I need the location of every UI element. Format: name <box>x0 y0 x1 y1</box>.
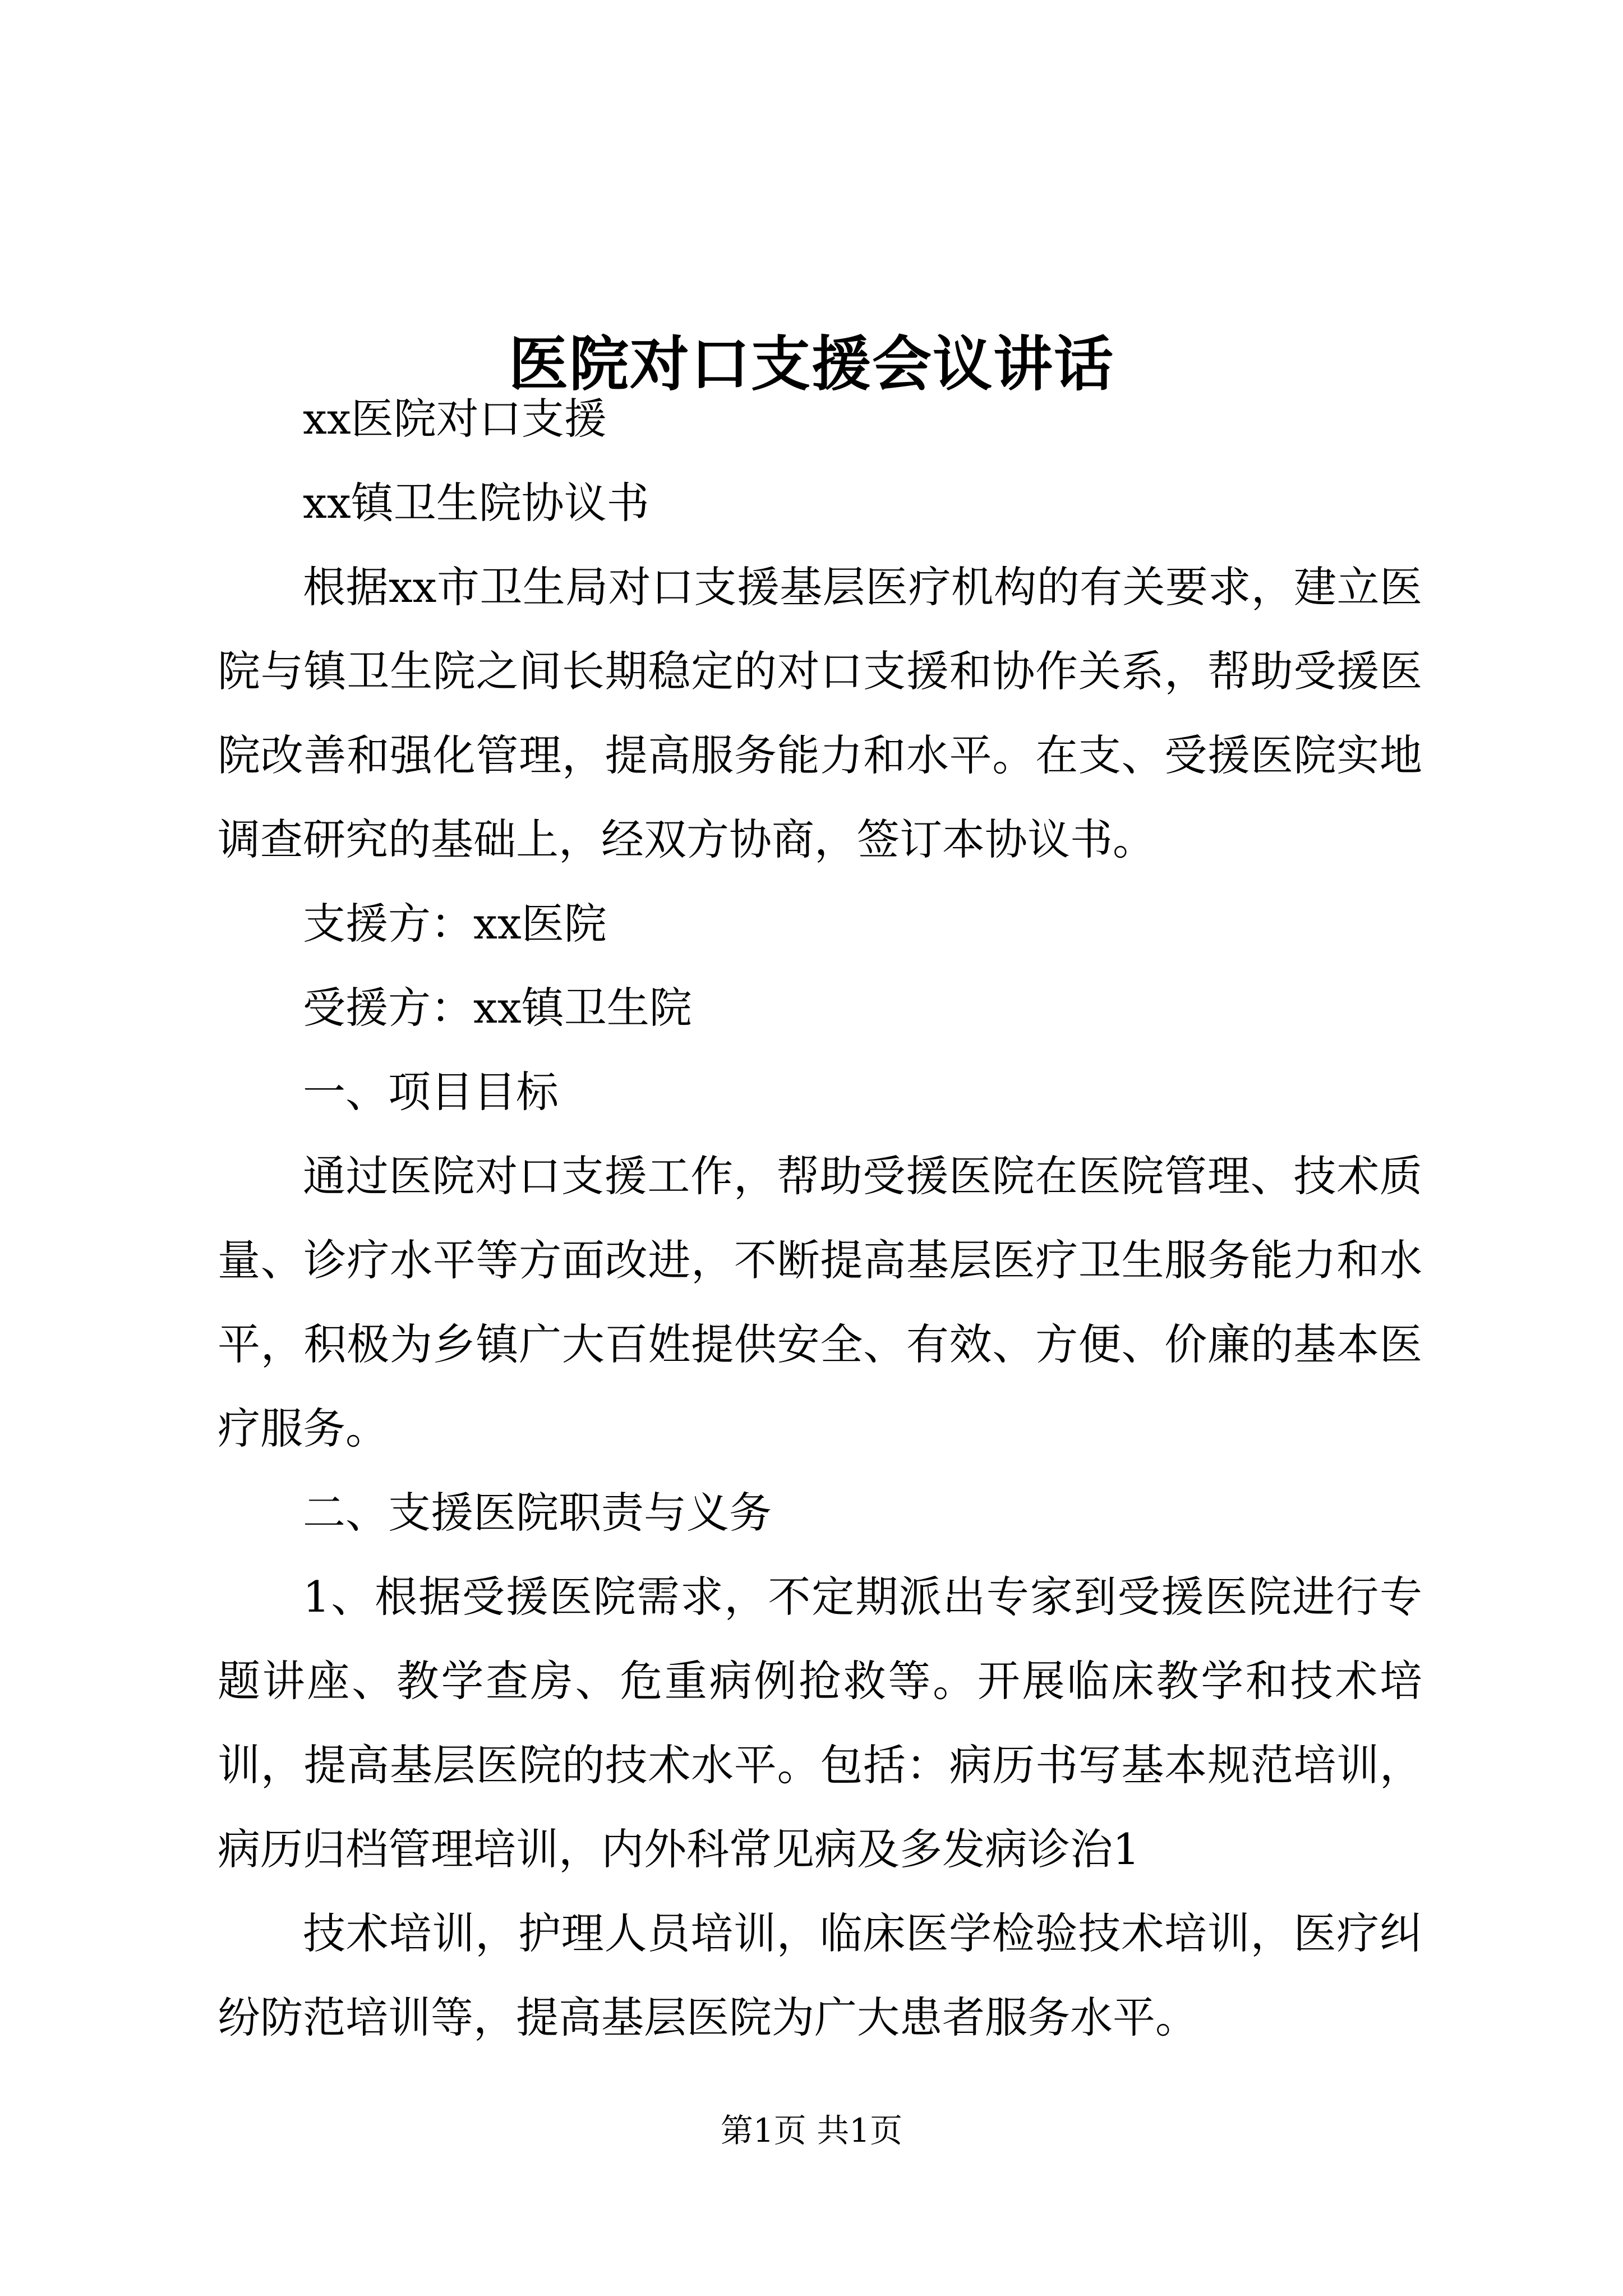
paragraph-3: 根据xx市卫生局对口支援基层医疗机构的有关要求，建立医院与镇卫生院之间长期稳定的对口支援和协作关系，帮助受援医院改善和强化管理，提高服务能力和水平。在支、受援医院实地调查研究的基础上，经双方协商，签订本协议书。 <box>218 562 1422 864</box>
document-body <box>218 377 1422 2060</box>
paragraph-8: 二、支援医院职责与义务 <box>303 1488 772 1538</box>
paragraph-1: xx医院对口支援 <box>303 394 607 444</box>
paragraph-7: 通过医院对口支援工作，帮助受援医院在医院管理、技术质量、诊疗水平等方面改进，不断提高基层医疗卫生服务能力和水平，积极为乡镇广大百姓提供安全、有效、方便、价廉的基本医疗服务。 <box>218 1151 1422 1453</box>
paragraph-5: 受援方：xx镇卫生院 <box>303 983 692 1033</box>
paragraph-4: 支援方：xx医院 <box>303 899 607 949</box>
paragraph-6: 一、项目目标 <box>303 1067 559 1117</box>
paragraph-9: 1、根据受援医院需求，不定期派出专家到受援医院进行专题讲座、教学查房、危重病例抢救等。开展临床教学和技术培训，提高基层医院的技术水平。包括：病历书写基本规范培训，病历归档管理培训，内外科常见病及多发病诊治1 <box>218 1572 1422 1874</box>
paragraph-10: 技术培训，护理人员培训，临床医学检验技术培训，医疗纠纷防范培训等，提高基层医院为广大患者服务水平。 <box>218 1908 1422 2042</box>
paragraph-2: xx镇卫生院协议书 <box>303 478 649 528</box>
page-footer: 第1页 共1页 <box>720 2111 903 2150</box>
document-title: 医院对口支援会议讲话 <box>509 329 1114 399</box>
